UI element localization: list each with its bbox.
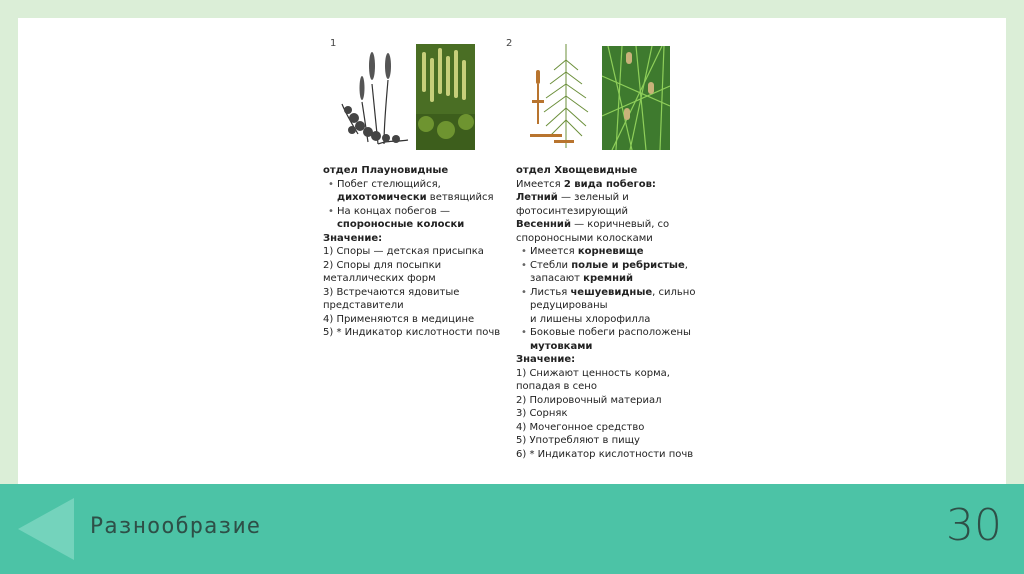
list-item: • Побег стелющийся, <box>323 178 498 192</box>
figure-number-2: 2 <box>506 38 513 49</box>
list-item: • Листья чешуевидные, сильно <box>516 286 691 300</box>
list-item: • Стебли полые и ребристые, <box>516 259 691 273</box>
value-item: попадая в сено <box>516 381 597 392</box>
text-line: Летний — зеленый и <box>516 192 629 203</box>
value-item: 3) Встречаются ядовитые <box>323 286 460 298</box>
heading-horsetail: отдел Хвощевидные <box>516 165 638 176</box>
value-item: 5) * Индикатор кислотности почв <box>323 327 501 338</box>
list-item: • На концах побегов — <box>323 205 498 219</box>
value-item: 4) Применяются в медицине <box>323 313 475 325</box>
value-item: 1) Споры — детская присыпка <box>323 246 484 257</box>
value-item: 2) Полировочный материал <box>516 394 662 406</box>
club-moss-photo <box>416 44 475 150</box>
list-item-cont: и лишены хлорофилла <box>530 313 651 325</box>
page-number: 30 <box>946 500 1002 551</box>
value-item: 6) * Индикатор кислотности почв <box>516 448 694 460</box>
text-line: фотосинтезирующий <box>516 205 629 217</box>
value-item: 4) Мочегонное средство <box>516 421 645 433</box>
list-item: • Имеется корневище <box>516 245 691 259</box>
back-arrow-icon[interactable] <box>16 494 76 564</box>
value-item: 2) Споры для посыпки <box>323 259 442 271</box>
value-item: 5) Употребляют в пищу <box>516 435 640 446</box>
list-item-cont: редуцированы <box>530 300 608 311</box>
text-line: Весенний — коричневый, со <box>516 219 670 230</box>
list-item-cont: спороносные колоски <box>337 219 465 230</box>
value-item: представители <box>323 300 404 311</box>
text-line: спороносными колосками <box>516 232 653 244</box>
value-heading: Значение: <box>323 232 383 244</box>
horsetail-text <box>516 164 696 461</box>
list-item-cont: дихотомически ветвящийся <box>337 192 494 203</box>
heading-club-moss: отдел Плауновидные <box>323 165 449 176</box>
value-item: 1) Снижают ценность корма, <box>516 367 670 379</box>
value-heading: Значение: <box>516 354 576 365</box>
value-item: металлических форм <box>323 273 436 284</box>
figure-number-1: 1 <box>330 38 337 49</box>
value-item: 3) Сорняк <box>516 408 568 419</box>
slide-paper <box>18 18 1006 484</box>
horsetail-drawing <box>528 40 598 152</box>
list-item: • Боковые побеги расположены <box>516 326 691 340</box>
horsetail-photo <box>602 46 670 150</box>
slide-title: Разнообразие <box>90 514 261 539</box>
text-line: Имеется 2 вида побегов: <box>516 178 656 190</box>
club-moss-text <box>323 164 501 340</box>
list-item-cont: мутовками <box>530 340 593 352</box>
club-moss-drawing <box>338 44 412 152</box>
list-item-cont: запасают кремний <box>530 273 633 284</box>
footer-bar <box>0 484 1024 574</box>
